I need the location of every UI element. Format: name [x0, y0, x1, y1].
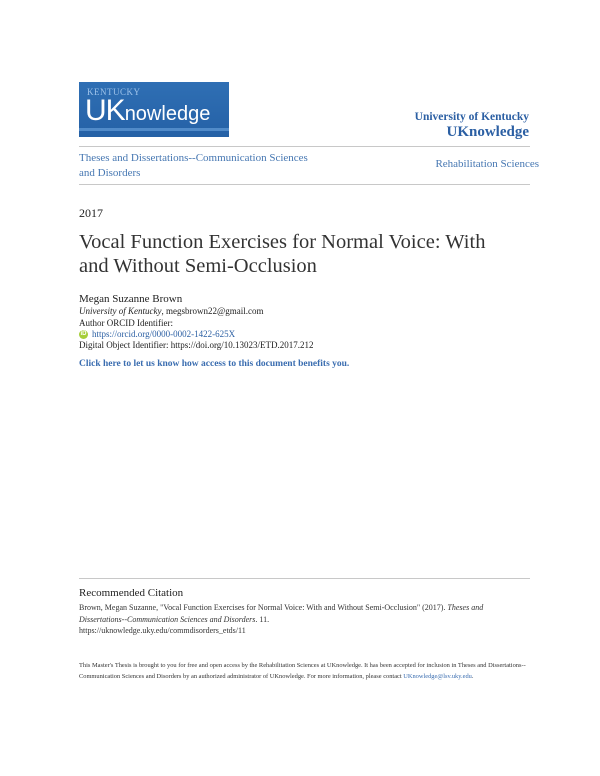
divider	[79, 146, 530, 147]
citation-tail: . 11.	[255, 614, 270, 624]
affiliation-name: University of Kentucky	[79, 306, 162, 316]
access-notice	[79, 661, 530, 682]
orcid-label: Author ORCID Identifier:	[79, 318, 173, 328]
divider	[79, 578, 530, 579]
citation-series: Theses and Dissertations--Communication Sciences and Disorders	[79, 603, 484, 624]
author-email: , megsbrown22@gmail.com	[161, 306, 264, 316]
logo-wordmark: KENTUCKY	[87, 87, 141, 97]
logo-brand-uk: UK	[85, 94, 125, 127]
orcid-link[interactable]: https://orcid.org/0000-0002-1422-625X	[92, 329, 236, 339]
recommended-citation-heading: Recommended Citation	[79, 587, 184, 599]
publication-year: 2017	[79, 206, 103, 220]
author-affiliation	[79, 306, 264, 316]
repository-header	[415, 111, 529, 141]
logo-brand	[85, 96, 210, 126]
citation-main: Brown, Megan Suzanne, "Vocal Function Exercises for Normal Voice: With and Without Semi-Occlusion" (2017).	[79, 603, 448, 612]
doi-text: Digital Object Identifier: https://doi.org/10.13023/ETD.2017.212	[79, 340, 314, 350]
orcid-row	[79, 329, 235, 339]
document-title: Vocal Function Exercises for Normal Voice: With and Without Semi-Occlusion	[79, 231, 486, 277]
repository-link[interactable]: UKnowledge	[446, 124, 529, 140]
citation-url[interactable]: https://uknowledge.uky.edu/commdisorders_etds/11	[79, 626, 246, 635]
uknowledge-logo[interactable]	[79, 82, 229, 137]
notice-end: .	[471, 672, 474, 680]
notice-text: This Master's Thesis is brought to you for free and open access by the Rehabilitation Sciences at UKnowledge. It has been accepted for inclusion in Theses and Dissertations--Communication Sciences and Disorders by an authorized administrator of UKnowledge. For more information, please contact	[79, 662, 526, 680]
contact-email-link[interactable]: UKnowledge@lsv.uky.edu	[403, 672, 472, 680]
divider	[79, 184, 530, 185]
department-link[interactable]: Rehabilitation Sciences	[435, 158, 539, 170]
university-link[interactable]: University of Kentucky	[414, 111, 529, 123]
citation-text	[79, 602, 530, 637]
benefit-feedback-link[interactable]: Click here to let us know how access to this document benefits you.	[79, 359, 350, 369]
author-name: Megan Suzanne Brown	[79, 293, 183, 305]
logo-brand-rest: nowledge	[124, 103, 211, 125]
series-link[interactable]: Theses and Dissertations--Communication Sciences and Disorders	[79, 152, 308, 179]
orcid-icon: iD	[80, 331, 87, 337]
logo-swoosh	[79, 128, 229, 131]
